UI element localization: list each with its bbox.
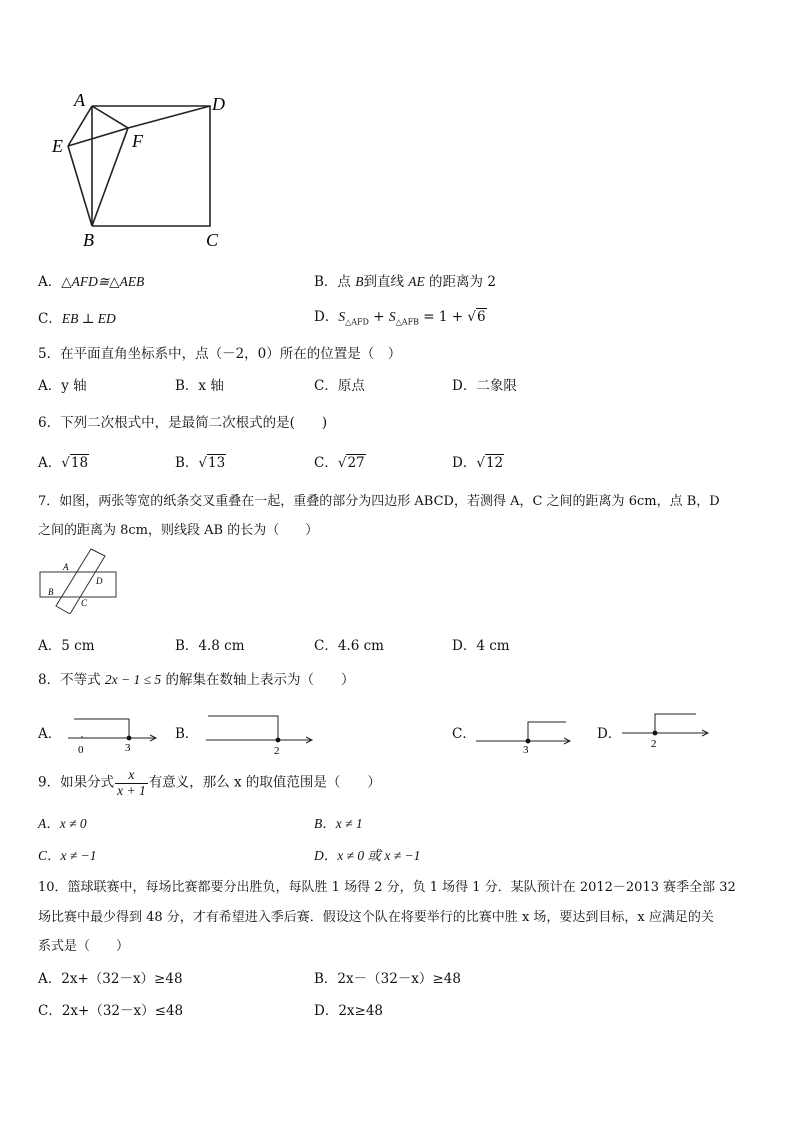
option-mid: 到直线 [363,274,409,290]
option-prefix: B．点 [314,274,356,290]
strip-label-b: B [48,587,54,597]
q5-stem: 5．在平面直角坐标系中，点（－2，0）所在的位置是（ ） [38,346,402,362]
q7-option-a[interactable]: A．5 cm [38,638,95,654]
q10-stem-line1: 10．篮球联赛中，每场比赛都要分出胜负，每队胜 1 场得 2 分，负 1 场得 1 分．某队预计在 2012－2013 赛季全部 32 [38,880,736,895]
vertex-a-label: A [74,90,85,110]
vertex-c-label: C [206,230,219,250]
number-line-b[interactable] [204,708,316,756]
paper-strips-figure [36,548,122,614]
tick-three: 3 [523,744,529,754]
q5-option-c[interactable]: C．原点 [314,378,365,394]
q4-option-b[interactable] [314,270,496,290]
option-prefix: D． [452,455,477,471]
stem-suffix: 的解集在数轴上表示为（ ） [161,672,355,688]
q4-option-d[interactable] [314,305,487,327]
tick-two: 2 [651,738,657,750]
fraction [115,768,148,799]
stem-prefix: 9．如果分式 [38,774,115,791]
line-ae: AE [408,274,425,289]
q7-option-d[interactable]: D．4 cm [452,638,510,654]
option-text: △AFD≅△AEB [61,274,145,289]
option-prefix: D． [314,309,339,325]
q10-option-d[interactable]: D．2x≥48 [314,1003,384,1019]
q9-stem [38,768,381,799]
number-line-a[interactable] [64,710,160,756]
option-prefix: B． [175,455,199,471]
vertex-b-label: B [83,230,94,250]
equals-sign: = 1 + [419,309,468,325]
q9-option-a[interactable]: A．x ≠ 0 [38,816,87,831]
q8-option-a-label[interactable]: A． [38,726,62,742]
tick-zero: 0 [78,744,84,756]
q4-option-a[interactable] [38,270,144,290]
area-s1-sub: △AFD [345,317,369,327]
plus-sign: + [368,309,389,325]
q7-stem-line2: 之间的距离为 8cm，则线段 AB 的长为（ ） [38,523,319,538]
q9-option-b[interactable]: B．x ≠ 1 [314,816,363,831]
vertex-e-label: E [52,136,63,156]
inequality: 2x − 1 ≤ 5 [104,672,162,687]
option-text: EB ⊥ ED [61,311,116,326]
option-prefix: C． [38,311,62,327]
option-end: 的距离为 2 [424,274,496,290]
q6-option-b[interactable] [175,451,226,471]
option-prefix: C． [314,455,338,471]
area-s2-sub: △AFB [395,317,419,327]
stem-suffix: 有意义，那么 x 的取值范围是（ ） [148,774,381,791]
sqrt-12: √12 [476,455,504,471]
point-b: B [355,274,364,289]
sqrt-18: √18 [61,455,89,471]
strip-label-d: D [96,576,103,586]
q5-option-a[interactable]: A．y 轴 [38,378,87,394]
q5-option-b[interactable]: B．x 轴 [175,378,224,394]
area-s1: S [338,309,346,324]
q8-option-c-label[interactable]: C． [452,726,476,742]
q7-option-b[interactable]: B．4.8 cm [175,638,245,654]
q10-option-c[interactable]: C．2x+（32－x）≤48 [38,1003,184,1019]
number-line-c[interactable] [474,714,574,754]
q10-stem-line2: 场比赛中最少得到 48 分，才有希望进入季后赛．假设这个队在将要举行的比赛中胜 x 场，要达到目标，x 应满足的关 [38,910,714,925]
area-s2: S [388,309,396,324]
sqrt-27: √27 [337,455,365,471]
tick-three: 3 [125,742,131,754]
tick-two: 2 [274,745,280,756]
q8-option-d-label[interactable]: D． [597,726,622,742]
q5-option-d[interactable]: D．二象限 [452,378,517,394]
option-prefix: A． [38,274,62,290]
q8-option-b-label[interactable]: B． [175,726,199,742]
q8-stem [38,668,354,688]
fraction-denominator: x + 1 [117,782,146,798]
q7-option-c[interactable]: C．4.6 cm [314,638,384,654]
q9-option-d[interactable]: D．x ≠ 0 或 x ≠ −1 [314,848,421,863]
q10-stem-line3: 系式是（ ） [38,939,130,954]
q4-option-c[interactable] [38,307,116,327]
strip-label-c: C [81,598,88,608]
fraction-numerator: x [115,768,148,784]
vertex-d-label: D [212,94,225,114]
q7-stem-line1: 7．如图，两张等宽的纸条交叉重叠在一起，重叠的部分为四边形 ABCD，若测得 A，C 之间的距离为 6cm，点 B，D [38,494,720,509]
q9-option-c[interactable]: C．x ≠ −1 [38,848,97,863]
q6-option-c[interactable] [314,451,366,471]
sqrt-13: √13 [198,455,226,471]
number-line-d[interactable] [620,708,712,752]
q10-option-b[interactable]: B．2x－（32－x）≥48 [314,971,461,987]
q6-option-a[interactable] [38,451,89,471]
strip-label-a: A [63,562,69,572]
q10-option-a[interactable]: A．2x+（32－x）≥48 [38,971,183,987]
sqrt-six: √6 [467,309,486,325]
q6-option-d[interactable] [452,451,504,471]
square-figure [40,88,260,254]
q6-stem: 6．下列二次根式中，是最简二次根式的是( ) [38,415,328,431]
stem-prefix: 8．不等式 [38,672,105,688]
option-prefix: A． [38,455,62,471]
vertex-f-label: F [132,131,143,151]
